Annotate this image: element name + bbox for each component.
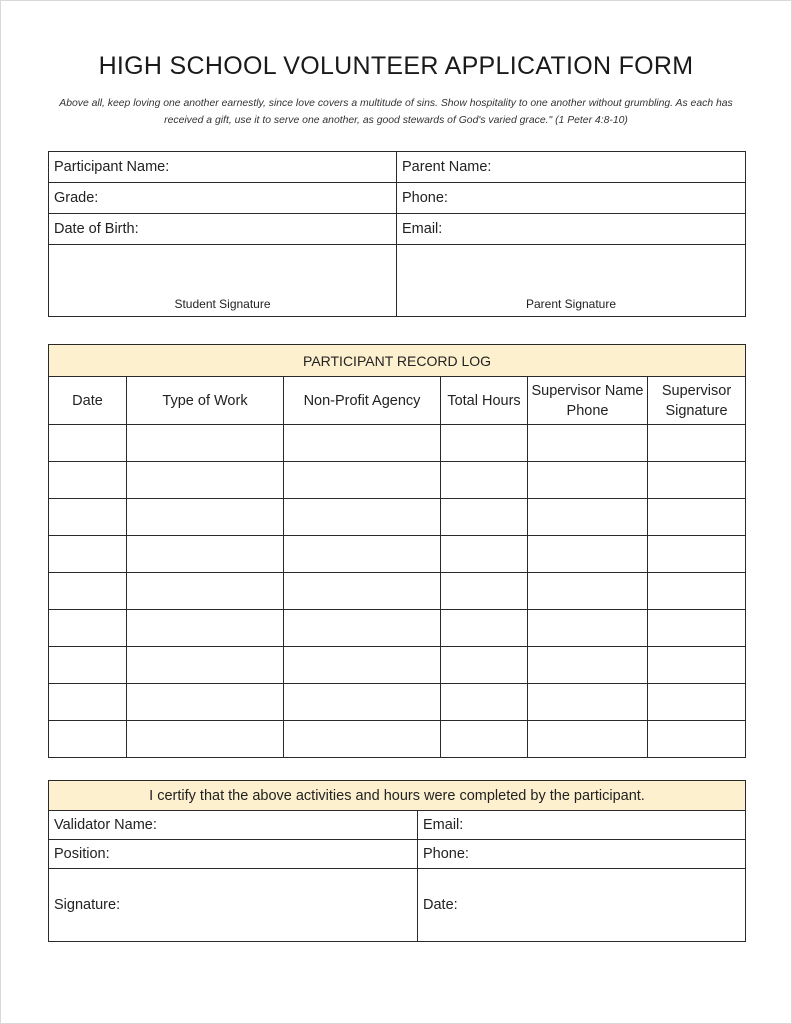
table-cell[interactable] — [648, 684, 746, 721]
table-cell[interactable] — [528, 573, 648, 610]
table-cell[interactable] — [528, 721, 648, 758]
table-cell[interactable] — [49, 425, 127, 462]
table-cell[interactable] — [49, 499, 127, 536]
record-log-heading: PARTICIPANT RECORD LOG — [49, 345, 746, 377]
table-cell[interactable] — [284, 647, 441, 684]
table-row — [49, 684, 746, 721]
table-cell[interactable] — [49, 462, 127, 499]
column-header-non-profit-agency: Non-Profit Agency — [284, 377, 441, 425]
column-header-type-of-work: Type of Work — [127, 377, 284, 425]
table-cell[interactable] — [49, 684, 127, 721]
table-cell[interactable] — [528, 684, 648, 721]
parent-signature-field[interactable]: Parent Signature — [397, 245, 746, 317]
table-cell[interactable] — [284, 684, 441, 721]
table-cell[interactable] — [284, 721, 441, 758]
table-cell[interactable] — [648, 721, 746, 758]
table-cell[interactable] — [49, 647, 127, 684]
table-cell[interactable] — [441, 536, 528, 573]
table-cell[interactable] — [648, 610, 746, 647]
student-signature-field[interactable]: Student Signature — [49, 245, 397, 317]
record-log-header-row — [49, 377, 746, 425]
table-row — [49, 721, 746, 758]
table-cell[interactable] — [127, 647, 284, 684]
table-cell[interactable] — [528, 647, 648, 684]
table-cell[interactable] — [284, 536, 441, 573]
table-cell[interactable] — [284, 499, 441, 536]
table-row — [49, 573, 746, 610]
validator-signature-field[interactable]: Signature: — [49, 869, 418, 942]
parent-name-field[interactable]: Parent Name: — [397, 152, 746, 183]
table-cell[interactable] — [127, 536, 284, 573]
table-cell[interactable] — [49, 536, 127, 573]
table-cell[interactable] — [127, 499, 284, 536]
table-cell[interactable] — [127, 721, 284, 758]
parent-phone-field[interactable]: Phone: — [397, 183, 746, 214]
participant-name-field[interactable]: Participant Name: — [49, 152, 397, 183]
table-cell[interactable] — [528, 462, 648, 499]
table-cell[interactable] — [528, 610, 648, 647]
grade-field[interactable]: Grade: — [49, 183, 397, 214]
scripture-quote: Above all, keep loving one another earnestly, since love covers a multitude of sins. Show hospitality to one another without grumbling. As each has received a gift, use it to serve one another, as good stewards of God's varied grace." (1 Peter 4:8-10) — [59, 98, 733, 126]
table-cell[interactable] — [284, 462, 441, 499]
table-cell[interactable] — [648, 425, 746, 462]
table-cell[interactable] — [441, 499, 528, 536]
table-cell[interactable] — [49, 573, 127, 610]
table-cell[interactable] — [441, 647, 528, 684]
certification-statement: I certify that the above activities and hours were completed by the participant. — [49, 781, 746, 811]
column-header-supervisor-signature: Supervisor Signature — [648, 377, 746, 425]
table-row — [49, 647, 746, 684]
table-row — [49, 425, 746, 462]
table-cell[interactable] — [127, 573, 284, 610]
table-cell[interactable] — [284, 573, 441, 610]
validator-email-field[interactable]: Email: — [418, 811, 746, 840]
table-cell[interactable] — [648, 647, 746, 684]
table-cell[interactable] — [648, 536, 746, 573]
table-cell[interactable] — [284, 610, 441, 647]
table-cell[interactable] — [648, 499, 746, 536]
table-cell[interactable] — [441, 462, 528, 499]
table-row — [49, 499, 746, 536]
column-header-supervisor-name-phone: Supervisor Name Phone — [528, 377, 648, 425]
table-cell[interactable] — [441, 610, 528, 647]
table-cell[interactable] — [441, 425, 528, 462]
validator-name-field[interactable]: Validator Name: — [49, 811, 418, 840]
certification-table — [48, 780, 746, 942]
table-cell[interactable] — [528, 499, 648, 536]
table-cell[interactable] — [127, 462, 284, 499]
form-title: HIGH SCHOOL VOLUNTEER APPLICATION FORM — [98, 52, 694, 80]
record-log-body — [49, 425, 746, 758]
validator-date-field[interactable]: Date: — [418, 869, 746, 942]
table-cell[interactable] — [127, 610, 284, 647]
table-row — [49, 462, 746, 499]
validator-position-field[interactable]: Position: — [49, 840, 418, 869]
table-cell[interactable] — [528, 536, 648, 573]
table-cell[interactable] — [127, 425, 284, 462]
table-cell[interactable] — [127, 684, 284, 721]
table-cell[interactable] — [441, 573, 528, 610]
date-of-birth-field[interactable]: Date of Birth: — [49, 214, 397, 245]
parent-email-field[interactable]: Email: — [397, 214, 746, 245]
table-cell[interactable] — [49, 721, 127, 758]
table-cell[interactable] — [528, 425, 648, 462]
table-cell[interactable] — [441, 721, 528, 758]
table-cell[interactable] — [441, 684, 528, 721]
table-cell[interactable] — [648, 462, 746, 499]
participant-record-log — [48, 344, 746, 758]
table-cell[interactable] — [648, 573, 746, 610]
table-row — [49, 536, 746, 573]
column-header-date: Date — [49, 377, 127, 425]
table-row — [49, 610, 746, 647]
participant-info-table — [48, 151, 746, 317]
table-cell[interactable] — [49, 610, 127, 647]
table-cell[interactable] — [284, 425, 441, 462]
validator-phone-field[interactable]: Phone: — [418, 840, 746, 869]
column-header-total-hours: Total Hours — [441, 377, 528, 425]
